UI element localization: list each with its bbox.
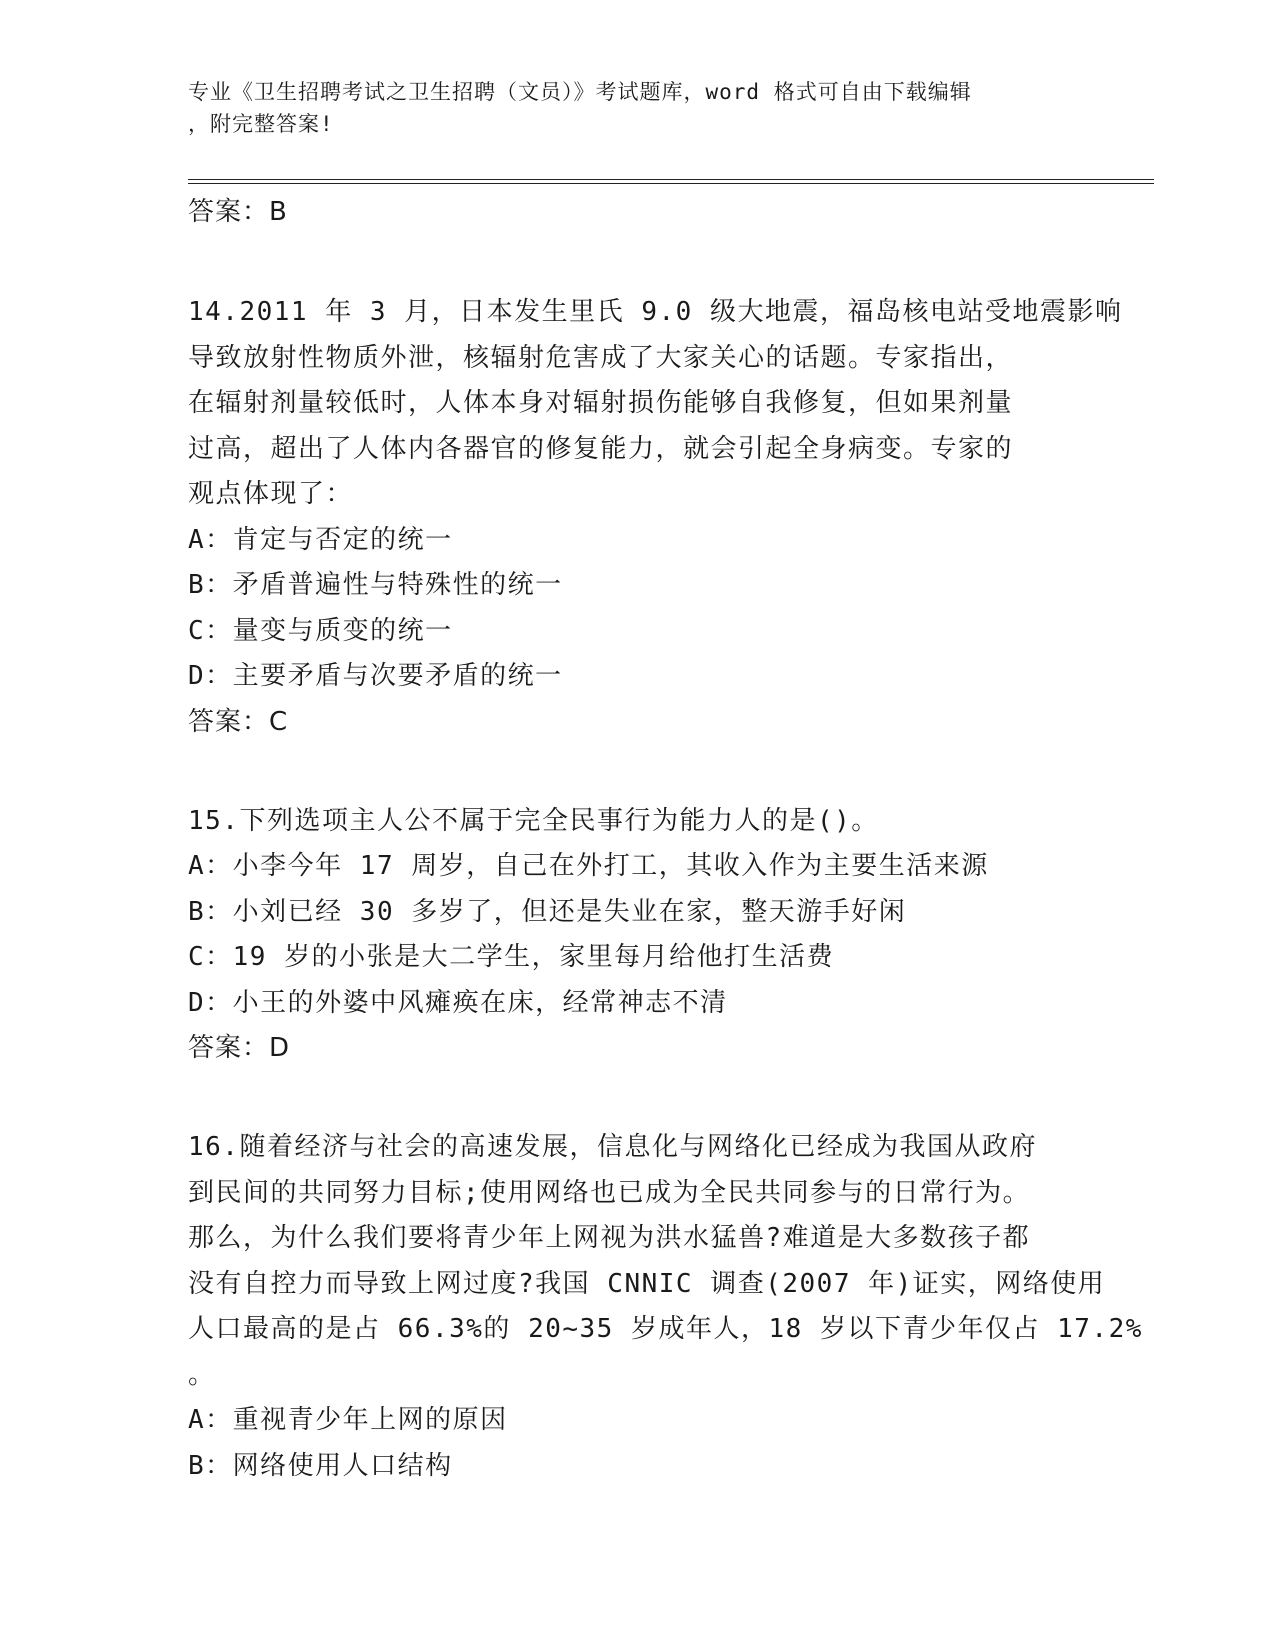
answer: 答案：C — [188, 706, 289, 737]
question-text-line: 人口最高的是占 66.3%的 20~35 岁成年人，18 岁以下青少年仅占 17.2% — [188, 1314, 1143, 1344]
option-a: A：重视青少年上网的原因 — [188, 1405, 508, 1435]
spacer — [188, 1071, 1088, 1125]
document-body — [188, 190, 1143, 1489]
option-a: A：肯定与否定的统一 — [188, 524, 453, 555]
question-text-line: 导致放射性物质外泄，核辐射危害成了大家关心的话题。专家指出， — [188, 342, 1014, 373]
answer: 答案：D — [188, 1033, 291, 1063]
option-b: B：矛盾普遍性与特殊性的统一 — [188, 570, 563, 600]
page-header — [188, 76, 1088, 140]
option-c: C：19 岁的小张是大二学生，家里每月给他打生活费 — [188, 942, 835, 972]
question-text-line: 在辐射剂量较低时，人体本身对辐射损伤能够自我修复，但如果剂量 — [188, 388, 1014, 418]
answer-previous: 答案：B — [188, 197, 288, 227]
question-16 — [188, 1125, 1143, 1489]
option-c: C：量变与质变的统一 — [188, 615, 453, 646]
option-d: D：小王的外婆中风瘫痪在床，经常神志不清 — [188, 987, 728, 1018]
header-line-2: ，附完整答案! — [188, 112, 334, 136]
option-d: D：主要矛盾与次要矛盾的统一 — [188, 661, 563, 691]
option-b: B：网络使用人口结构 — [188, 1450, 453, 1481]
question-text-line: 15.下列选项主人公不属于完全民事行为能力人的是()。 — [188, 805, 879, 836]
question-15 — [188, 799, 1088, 1072]
spacer — [188, 745, 1088, 799]
header-rule-top — [188, 179, 1154, 180]
question-text-line: 16.随着经济与社会的高速发展，信息化与网络化已经成为我国从政府 — [188, 1132, 1037, 1162]
spacer — [188, 235, 1088, 290]
question-text-line: 那么，为什么我们要将青少年上网视为洪水猛兽?难道是大多数孩子都 — [188, 1223, 1031, 1253]
question-text-line: 观点体现了： — [188, 479, 354, 509]
question-text-line: 没有自控力而导致上网过度?我国 CNNIC 调查(2007 年)证实，网络使用 — [188, 1268, 1106, 1299]
question-text-line: 过高，超出了人体内各器官的修复能力，就会引起全身病变。专家的 — [188, 433, 1014, 464]
option-a: A：小李今年 17 周岁，自己在外打工，其收入作为主要生活来源 — [188, 851, 989, 881]
option-b: B：小刘已经 30 多岁了，但还是失业在家，整天游手好闲 — [188, 896, 907, 927]
question-text-line: 14.2011 年 3 月，日本发生里氏 9.0 级大地震，福岛核电站受地震影响 — [188, 297, 1123, 327]
question-14 — [188, 290, 1123, 745]
question-text-line: 。 — [188, 1359, 216, 1390]
question-text-line: 到民间的共同努力目标;使用网络也已成为全民共同参与的日常行为。 — [188, 1177, 1031, 1208]
header-rule-bottom — [188, 183, 1154, 184]
header-line-1: 专业《卫生招聘考试之卫生招聘（文员）》考试题库，word 格式可自由下载编辑 — [188, 80, 972, 104]
